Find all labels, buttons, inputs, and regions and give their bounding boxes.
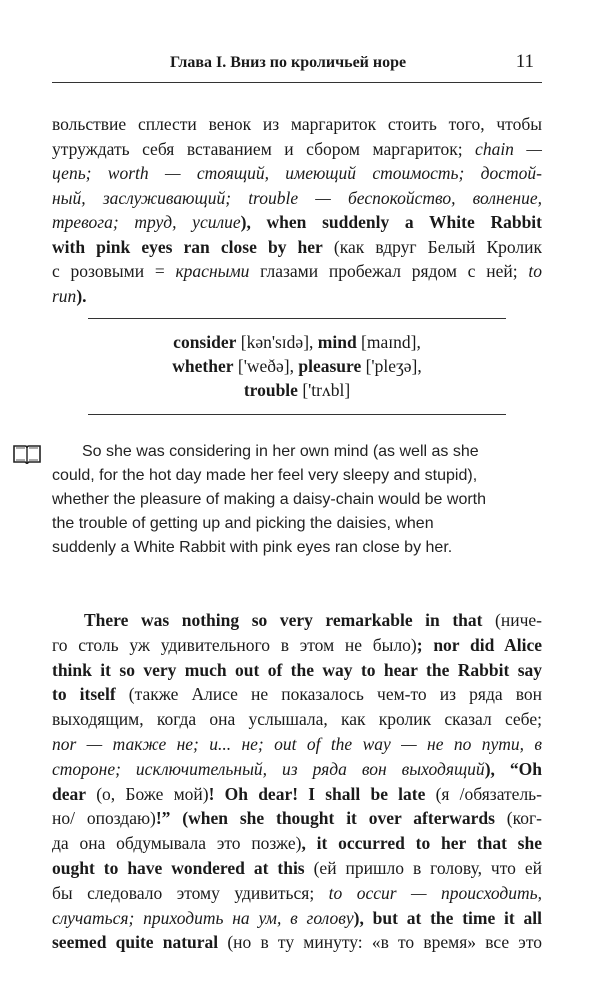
text-line: [52, 235, 542, 260]
text-line: [52, 633, 542, 658]
text-line: [52, 284, 542, 309]
transcription: ['trʌbl]: [297, 380, 351, 400]
gloss-span: случаться; приходить на ум, в голову: [52, 907, 354, 928]
gloss-span: run: [52, 285, 77, 306]
vocab-word: mind: [317, 332, 357, 352]
gloss-span: to occur — происходить,: [328, 882, 542, 903]
text-line: [52, 707, 542, 732]
text-span: (я /обязатель-: [425, 783, 542, 804]
text-span: с розовыми =: [52, 261, 176, 281]
vocab-word: whether: [172, 356, 234, 376]
open-book-icon: [12, 443, 42, 470]
text-line: [52, 881, 542, 906]
text-line: [52, 732, 542, 757]
transcription: ['pleʒə],: [361, 356, 422, 376]
text-span: глазами пробежал рядом с ней;: [249, 261, 529, 281]
text-line: [52, 856, 542, 881]
vocab-word: pleasure: [298, 356, 362, 376]
text-line: whether the pleasure of making a daisy-chain would be worth: [52, 491, 487, 508]
gloss-span: nor — также не; и... не; out of the way — не по пути, в: [52, 733, 542, 754]
intro-commentary: [52, 112, 542, 308]
text-line: [52, 806, 542, 831]
gloss-span: тревога; труд, усилие: [52, 212, 241, 232]
bottom-divider: [88, 414, 506, 415]
phonetics-line: [88, 354, 506, 378]
text-span: го столь уж удивительного в этом не было): [52, 634, 417, 655]
gloss-span: to: [528, 261, 542, 281]
text-line: So she was considering in her own mind (as well as she: [82, 443, 479, 460]
gloss-span: ный, заслуживающий; trouble — беспокойство, волнение,: [52, 187, 542, 208]
text-line: [52, 161, 542, 186]
text-span: (но в ту минуту: «в то время» все это: [218, 932, 542, 953]
text-line: [52, 831, 542, 856]
text-line: [52, 930, 542, 955]
phonetics-box: [88, 330, 506, 402]
english-span: There was nothing so very remarkable in that: [84, 610, 483, 630]
vocab-word: consider: [173, 332, 237, 352]
text-span: но/ опоздаю): [52, 808, 156, 829]
main-commentary: [52, 608, 542, 955]
text-span: да она обдумывала это позже): [52, 833, 302, 854]
text-line: could, for the hot day made her feel very sleepy and stupid),: [52, 467, 478, 484]
gloss-span: стороне; исключительный, из ряда вон выходящий: [52, 758, 485, 779]
english-span: !” (when she thought it over afterwards: [155, 808, 495, 829]
gloss-span: chain —: [475, 138, 542, 159]
english-span: dear: [52, 783, 87, 804]
english-span: , it occurred to her that she: [301, 833, 542, 854]
text-span: (о, Боже мой): [86, 783, 209, 804]
phonetics-line: [88, 330, 506, 354]
english-span: ; nor did Alice: [416, 634, 542, 655]
original-english-passage: [52, 440, 544, 560]
english-span: ought to have wondered at this: [52, 857, 305, 878]
english-span: with pink eyes ran close by her: [52, 236, 323, 257]
text-span: (также Алисе не показалось чем-то из ряда вон: [115, 684, 542, 705]
gloss-span: цепь; worth — стоящий, имеющий стоимость; достой-: [52, 163, 542, 183]
text-span: вольствие сплести венок из маргариток стоить того, чтобы: [52, 114, 542, 134]
text-span: выходящим, когда она услышала, как кролик сказал себе;: [52, 709, 542, 730]
english-span: to itself: [52, 684, 116, 705]
text-line: [52, 906, 542, 931]
chapter-title: Глава I. Вниз по кроличьей норе: [170, 54, 407, 71]
text-span: утруждать себя вставанием и сбором маргариток;: [52, 138, 476, 159]
text-span: (ей пришло в голову, что ей: [304, 857, 542, 878]
text-line: [52, 782, 542, 807]
top-divider: [88, 318, 506, 319]
text-span: (ниче-: [482, 610, 542, 630]
english-span: ), when suddenly a White Rabbit: [240, 212, 542, 232]
text-span: (как вдруг Белый Кролик: [322, 236, 542, 257]
text-line: [52, 757, 542, 782]
text-line: [52, 186, 542, 211]
transcription: ['weðə],: [233, 356, 299, 376]
transcription: [kən'sɪdə],: [236, 332, 318, 352]
text-span: (ког-: [494, 808, 542, 829]
english-span: ), “Oh: [484, 758, 542, 779]
english-span: think it so very much out of the way to hear the Rabbit say: [52, 659, 542, 680]
text-span: ).: [76, 285, 87, 306]
english-span: seemed quite natural: [52, 932, 219, 953]
text-line: suddenly a White Rabbit with pink eyes ran close by her.: [52, 539, 453, 556]
phonetics-line: [88, 378, 506, 402]
text-line: [52, 112, 542, 137]
english-span: ! Oh dear! I shall be late: [208, 783, 426, 804]
page-number: 11: [515, 51, 534, 72]
gloss-span: красными: [175, 261, 250, 281]
text-span: бы следовало этому удивиться;: [52, 882, 329, 903]
text-line: [52, 658, 542, 683]
transcription: [maɪnd],: [356, 332, 421, 352]
text-line: [52, 682, 542, 707]
english-span: ), but at the time it all: [353, 907, 542, 928]
text-line: [52, 608, 542, 633]
text-line: the trouble of getting up and picking the daisies, when: [52, 515, 434, 532]
text-line: [52, 210, 542, 235]
text-line: [52, 137, 542, 162]
text-line: [52, 259, 542, 284]
running-header: [52, 48, 542, 83]
vocab-word: trouble: [243, 380, 298, 400]
